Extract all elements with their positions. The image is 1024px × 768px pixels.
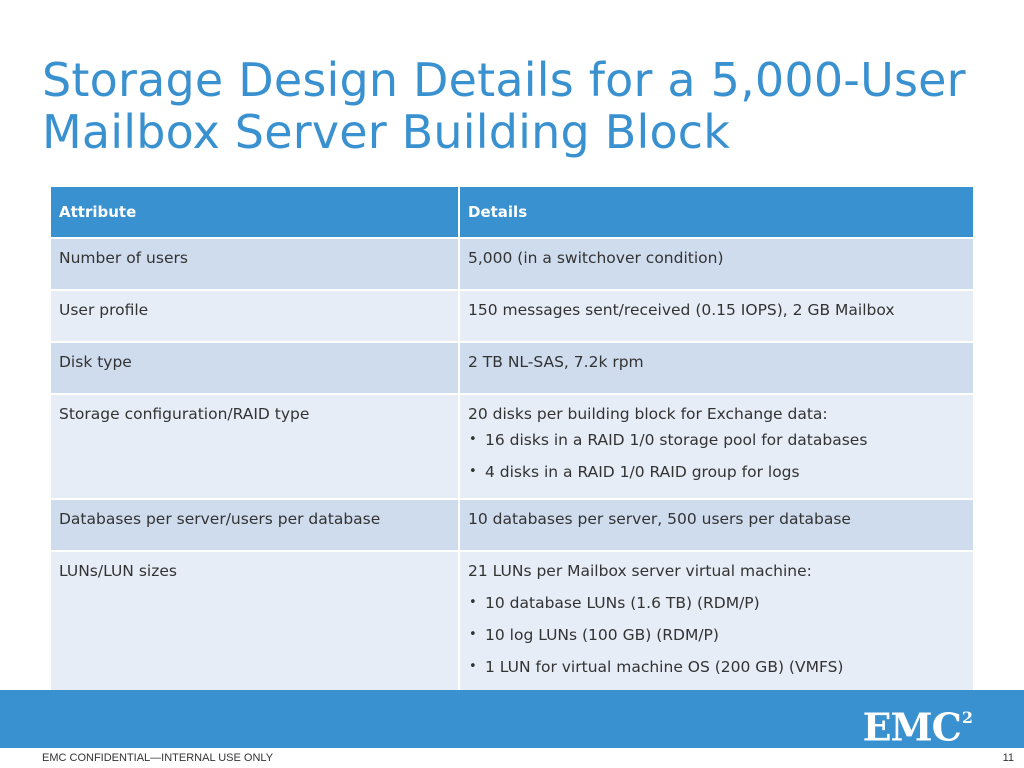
bullet-item: • 10 log LUNs (100 GB) (RDM/P) <box>468 625 965 645</box>
column-header-details: Details <box>459 187 973 238</box>
details-bullet-list <box>468 430 965 482</box>
confidential-notice: EMC CONFIDENTIAL—INTERNAL USE ONLY <box>42 752 274 764</box>
details-bullet-list <box>468 593 965 677</box>
slide-title <box>42 54 1002 158</box>
attribute-cell: Disk type <box>51 342 459 394</box>
table-row <box>51 499 973 551</box>
table-row <box>51 238 973 290</box>
slide-title-line-2: Mailbox Server Building Block <box>42 105 731 159</box>
table-row <box>51 551 973 691</box>
bullet-item: • 16 disks in a RAID 1/0 storage pool for databases <box>468 430 965 450</box>
bullet-item: • 1 LUN for virtual machine OS (200 GB) (VMFS) <box>468 657 965 677</box>
details-cell <box>459 551 973 691</box>
details-cell <box>459 394 973 499</box>
attribute-cell: User profile <box>51 290 459 342</box>
logo-text: EMC <box>862 704 961 750</box>
slide-title-line-1: Storage Design Details for a 5,000-User <box>42 53 966 107</box>
table-row <box>51 290 973 342</box>
logo-superscript: 2 <box>961 708 972 727</box>
details-cell: 10 databases per server, 500 users per database <box>459 499 973 551</box>
details-lead-text: 20 disks per building block for Exchange data: <box>468 405 828 423</box>
details-cell: 5,000 (in a switchover condition) <box>459 238 973 290</box>
details-cell: 150 messages sent/received (0.15 IOPS), 2 GB Mailbox <box>459 290 973 342</box>
attribute-cell: Number of users <box>51 238 459 290</box>
table-header-row <box>51 187 973 238</box>
attribute-cell: Databases per server/users per database <box>51 499 459 551</box>
footer-banner <box>0 690 1024 748</box>
bullet-item: • 10 database LUNs (1.6 TB) (RDM/P) <box>468 593 965 613</box>
page-number: 11 <box>1002 752 1014 764</box>
storage-design-table <box>51 187 973 692</box>
details-cell: 2 TB NL-SAS, 7.2k rpm <box>459 342 973 394</box>
column-header-attribute: Attribute <box>51 187 459 238</box>
details-lead-text: 21 LUNs per Mailbox server virtual machine: <box>468 562 812 580</box>
attribute-cell: LUNs/LUN sizes <box>51 551 459 691</box>
table-row <box>51 394 973 499</box>
table-row <box>51 342 973 394</box>
emc-logo <box>863 702 972 748</box>
bullet-item: • 4 disks in a RAID 1/0 RAID group for logs <box>468 462 965 482</box>
attribute-cell: Storage configuration/RAID type <box>51 394 459 499</box>
